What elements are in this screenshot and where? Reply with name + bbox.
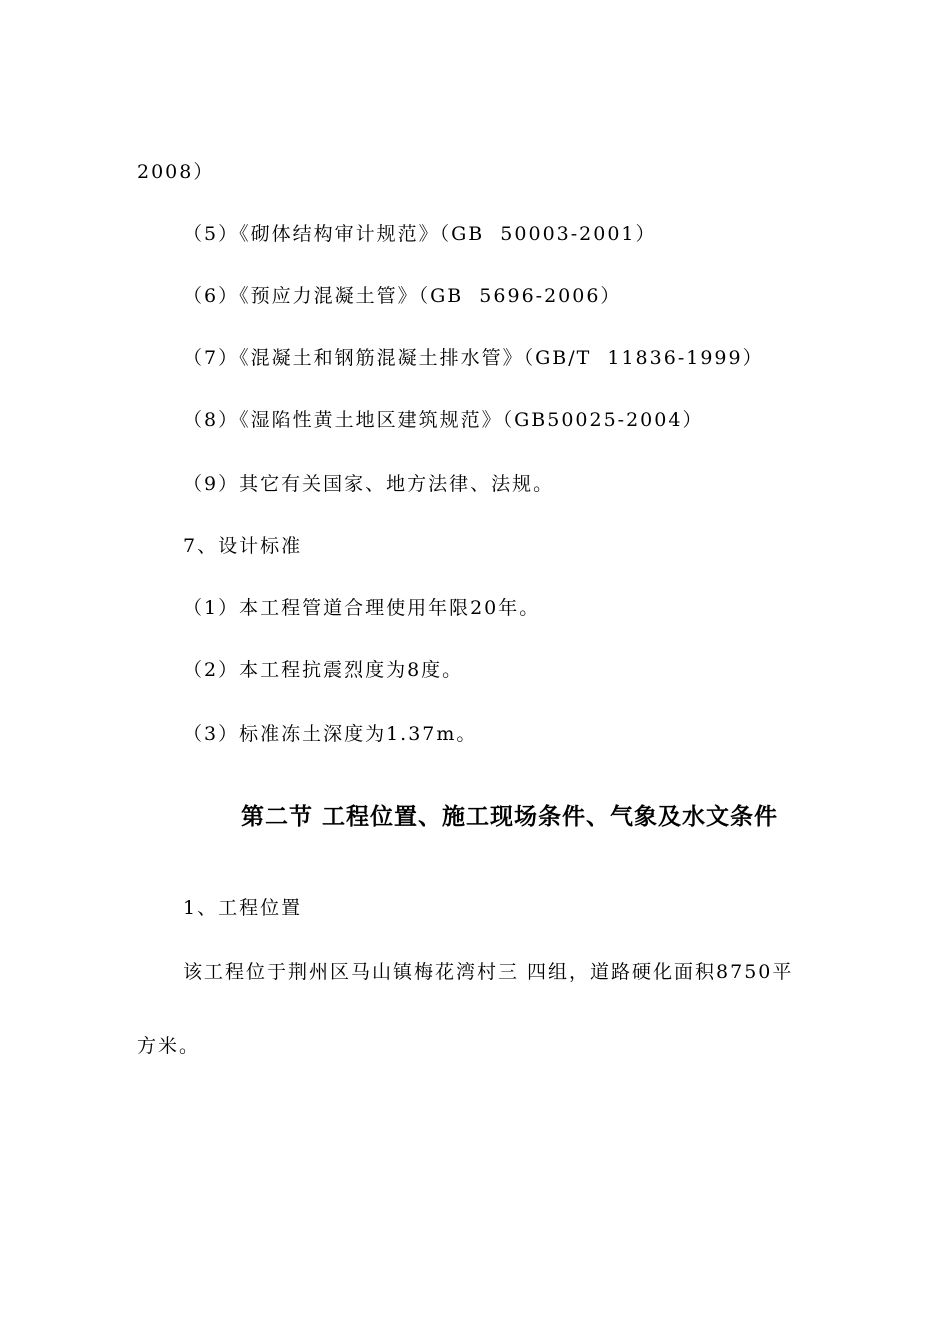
text-line: （8）《湿陷性黄土地区建筑规范》（GB50025-2004） [183,409,704,431]
text-line: 7、设计标准 [183,535,303,557]
text-line: （1）本工程管道合理使用年限20年。 [183,597,541,619]
text-line: 该工程位于荆州区马山镇梅花湾村三 四组，道路硬化面积8750平 [183,961,794,983]
text-line: 2008） [137,161,215,183]
text-line: （9）其它有关国家、地方法律、法规。 [183,473,555,495]
text-line: 1、工程位置 [183,897,303,919]
section-heading: 第二节 工程位置、施工现场条件、气象及水文条件 [241,803,779,830]
text-line: 方米。 [137,1035,201,1057]
text-line: （3）标准冻土深度为1.37m。 [183,723,478,745]
text-line: （5）《砌体结构审计规范》（GB 50003-2001） [183,223,657,245]
text-line: （2）本工程抗震烈度为8度。 [183,659,464,681]
text-line: （7）《混凝土和钢筋混凝土排水管》（GB/T 11836-1999） [183,347,764,369]
text-line: （6）《预应力混凝土管》（GB 5696-2006） [183,285,622,307]
